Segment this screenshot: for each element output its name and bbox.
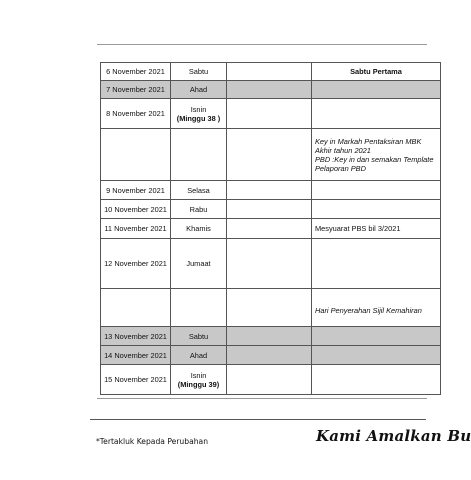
day-cell: Sabtu [171,327,227,346]
blank-cell [227,129,312,181]
date-cell: 8 November 2021 [101,99,171,129]
day-cell [171,99,227,129]
event-cell: Sabtu Pertama [312,63,441,81]
day-label: Isnin [190,104,207,114]
table-row [101,63,441,81]
date-cell: 14 November 2021 [101,346,171,365]
week-label: (Minggu 38 ) [176,113,221,123]
blank-cell [227,63,312,81]
header-rule [97,44,427,45]
footer-rule [90,419,426,420]
table-row [101,365,441,395]
day-cell: Selasa [171,181,227,200]
event-cell: Mesyuarat PBS bil 3/2021 [312,219,441,239]
date-cell: 11 November 2021 [101,219,171,239]
blank-cell [171,289,227,327]
day-label: Isnin [190,370,207,380]
day-cell: Ahad [171,346,227,365]
blank-cell [227,219,312,239]
blank-cell [227,365,312,395]
table-row [101,219,441,239]
table-row [101,200,441,219]
event-note-cell: Hari Penyerahan Sijil Kemahiran [312,289,441,327]
blank-cell [101,129,171,181]
footer-rule-light [97,398,427,399]
day-cell: Khamis [171,219,227,239]
date-cell: 12 November 2021 [101,239,171,289]
table-row [101,346,441,365]
event-cell [312,346,441,365]
event-note-cell: Key in Markah Pentaksiran MBK Akhir tahun 2021 PBD :Key in dan semakan Template Pelaporan PBD [312,129,441,181]
table-row [101,239,441,289]
table-row [101,99,441,129]
table-row [101,181,441,200]
event-cell [312,99,441,129]
table-row [101,327,441,346]
blank-cell [227,289,312,327]
event-cell [312,200,441,219]
date-cell: 9 November 2021 [101,181,171,200]
blank-cell [227,81,312,99]
blank-cell [171,129,227,181]
calendar-table [100,62,441,395]
school-motto: Kami Amalkan Bu [316,427,471,445]
blank-cell [227,99,312,129]
blank-cell [227,181,312,200]
blank-cell [101,289,171,327]
day-cell: Rabu [171,200,227,219]
date-cell: 6 November 2021 [101,63,171,81]
date-cell: 7 November 2021 [101,81,171,99]
table-row [101,129,441,181]
blank-cell [227,327,312,346]
day-cell: Ahad [171,81,227,99]
table-row [101,289,441,327]
date-cell: 13 November 2021 [101,327,171,346]
table-row [101,81,441,99]
event-cell [312,365,441,395]
day-cell: Jumaat [171,239,227,289]
event-cell [312,81,441,99]
event-cell [312,327,441,346]
blank-cell [227,239,312,289]
day-cell [171,365,227,395]
blank-cell [227,200,312,219]
blank-cell [227,346,312,365]
date-cell: 10 November 2021 [101,200,171,219]
event-cell [312,181,441,200]
date-cell: 15 November 2021 [101,365,171,395]
footer-note: *Tertakluk Kepada Perubahan [96,437,209,446]
day-cell: Sabtu [171,63,227,81]
week-label: (Minggu 39) [177,379,220,389]
event-cell [312,239,441,289]
